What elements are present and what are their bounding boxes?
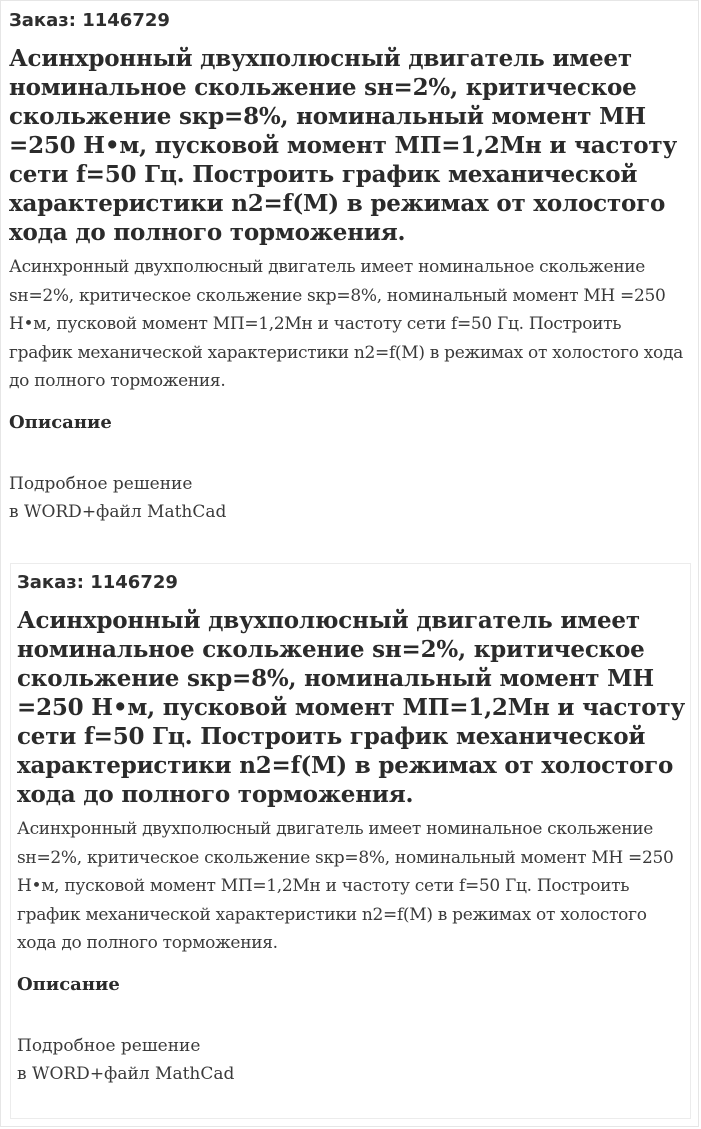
- description-line: Подробное решение: [9, 473, 193, 494]
- description-line: в WORD+файл MathCad: [9, 502, 227, 522]
- order-card: [9, 6, 689, 527]
- order-number: Заказ: 1146729: [17, 572, 178, 593]
- description-line: в WORD+файл MathCad: [17, 1064, 235, 1084]
- description-line: Подробное решение: [17, 1035, 201, 1056]
- task-title: Асинхронный двухполюсный двигатель имеет номинальное скольжение sн=2%, критическое скольжение sкр=8%, номинальный момент МН =250 Н•м, пусковой момент МП=1,2Мн и частоту сети f=50 Гц. Построить график механической характеристики n2=f(M) в режимах от холостого хода до полного торможения.: [17, 607, 685, 808]
- task-title: Асинхронный двухполюсный двигатель имеет номинальное скольжение sн=2%, критическое скольжение sкр=8%, номинальный момент МН =250 Н•м, пусковой момент МП=1,2Мн и частоту сети f=50 Гц. Построить график механической характеристики n2=f(M) в режимах от холостого хода до полного торможения.: [9, 45, 677, 246]
- task-text: Асинхронный двухполюсный двигатель имеет номинальное скольжение sн=2%, критическое скольжение sкр=8%, номинальный момент МН =250 Н•м, пусковой момент МП=1,2Мн и частоту сети f=50 Гц. Построить график механической характеристики n2=f(M) в режимах от холостого хода до полного торможения.: [17, 819, 674, 953]
- task-text: Асинхронный двухполюсный двигатель имеет номинальное скольжение sн=2%, критическое скольжение sкр=8%, номинальный момент МН =250 Н•м, пусковой момент МП=1,2Мн и частоту сети f=50 Гц. Построить график механической характеристики n2=f(M) в режимах от холостого хода до полного торможения.: [9, 257, 683, 391]
- description-text: [9, 470, 689, 527]
- description-text: [17, 1032, 689, 1089]
- description-heading: Описание: [9, 411, 112, 433]
- description-heading: Описание: [17, 973, 120, 995]
- order-card-duplicate: [17, 568, 689, 1089]
- order-number: Заказ: 1146729: [9, 10, 170, 31]
